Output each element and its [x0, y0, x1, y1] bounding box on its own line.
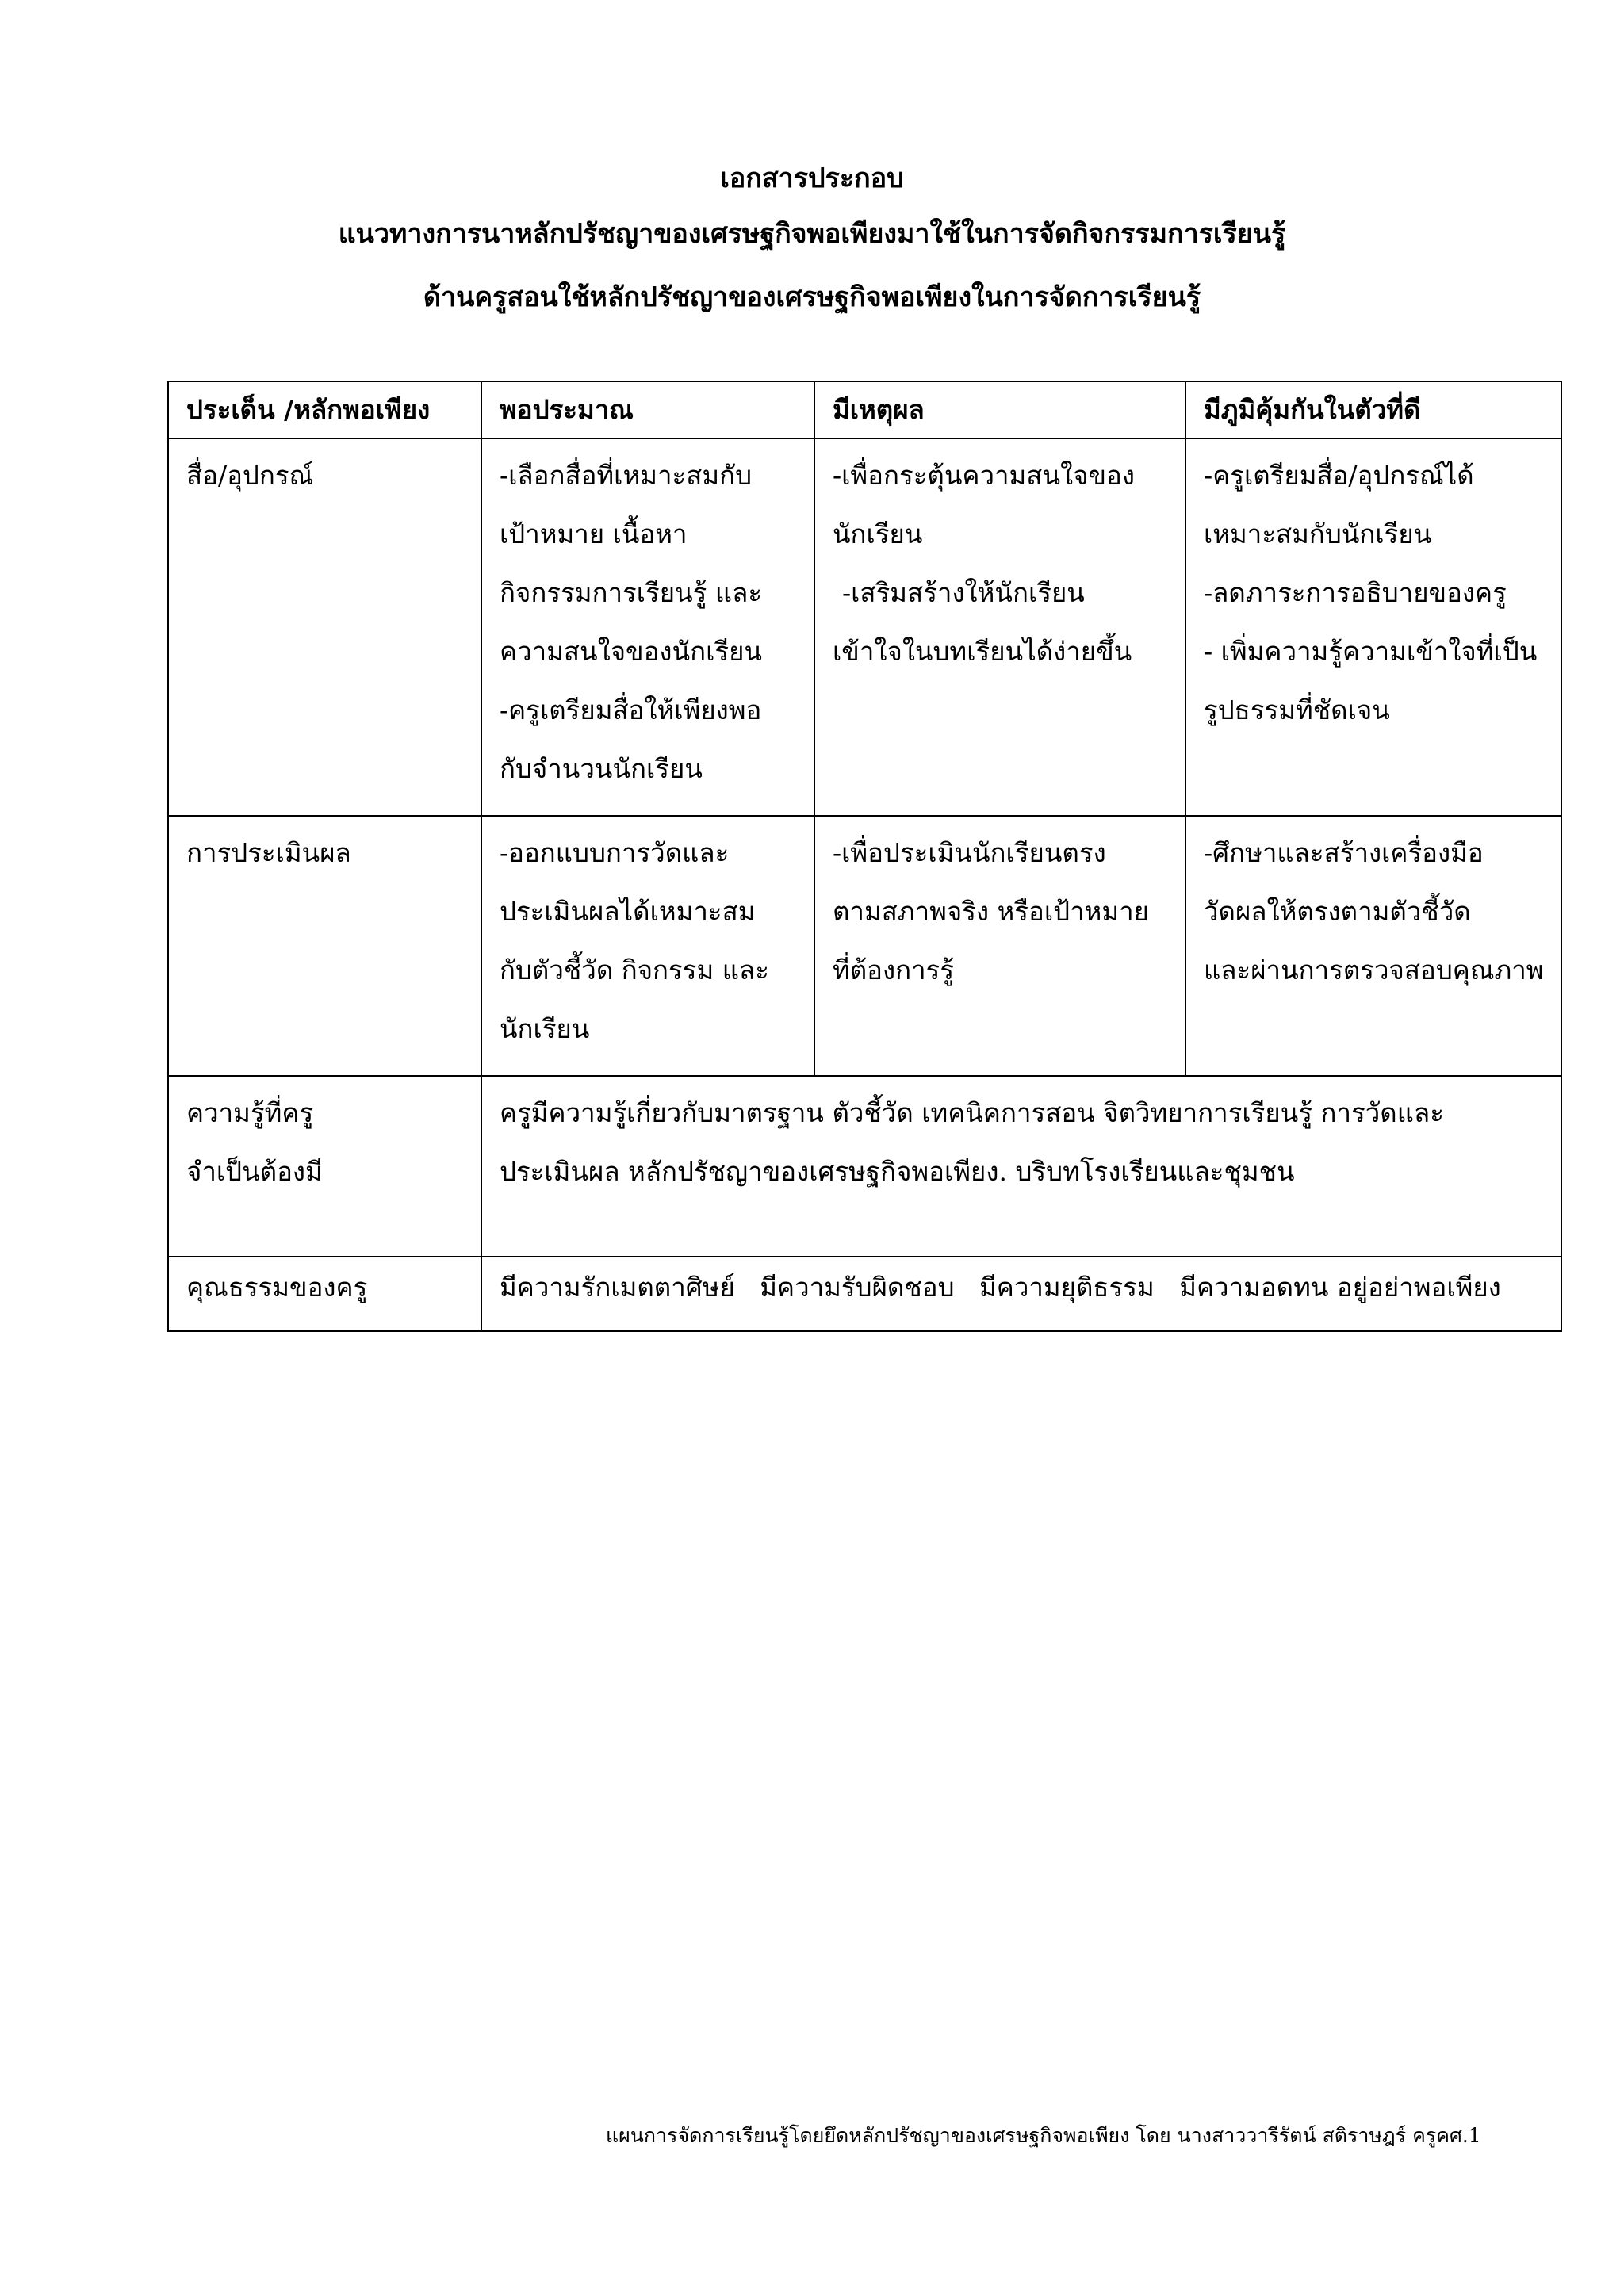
cell-eval-moderation: -ออกแบบการวัดและ ประเมินผลได้เหมาะสม กับตัวชี้วัด กิจกรรม และ นักเรียน: [481, 816, 814, 1076]
cell-morality-label: คุณธรรมของครู: [168, 1257, 481, 1331]
cell-media-reason: -เพื่อกระตุ้นความสนใจของ นักเรียน -เสริมสร้างให้นักเรียน เข้าใจในบทเรียนได้ง่ายขึ้น: [814, 438, 1185, 816]
cell-media-label: สื่อ/อุปกรณ์: [168, 438, 481, 816]
header-cell-issue: ประเด็น /หลักพอเพียง: [168, 381, 481, 438]
table-row-media: [168, 438, 1561, 816]
header-cell-immunity: มีภูมิคุ้มกันในตัวที่ดี: [1185, 381, 1561, 438]
doc-subtitle: แนวทางการนาหลักปรัชญาของเศรษฐกิจพอเพียงมาใช้ในการจัดกิจกรรมการเรียนรู้: [338, 218, 1286, 250]
doc-subtitle-2: ด้านครูสอนใช้หลักปรัชญาของเศรษฐกิจพอเพียงในการจัดการเรียนรู้: [423, 281, 1201, 313]
page-footer: แผนการจัดการเรียนรู้โดยยึดหลักปรัชญาของเศรษฐกิจพอเพียง โดย นางสาววารีรัตน์ สติราษฎร์ ครูคศ.1: [606, 2124, 1481, 2147]
cell-knowledge-label: ความรู้ที่ครู จำเป็นต้องมี: [168, 1076, 481, 1257]
cell-media-moderation: -เลือกสื่อที่เหมาะสมกับ เป้าหมาย เนื้อหา กิจกรรมการเรียนรู้ และ ความสนใจของนักเรียน -ครูเตรียมสื่อให้เพียงพอ กับจำนวนนักเรียน: [481, 438, 814, 816]
cell-knowledge-content: ครูมีความรู้เกี่ยวกับมาตรฐาน ตัวชี้วัด เทคนิคการสอน จิตวิทยาการเรียนรู้ การวัดและ ประเมินผล หลักปรัชญาของเศรษฐกิจพอเพียง. บริบทโรงเรียนและชุมชน: [481, 1076, 1561, 1257]
table-row-morality: [168, 1257, 1561, 1331]
cell-eval-reason: -เพื่อประเมินนักเรียนตรง ตามสภาพจริง หรือเป้าหมาย ที่ต้องการรู้: [814, 816, 1185, 1076]
cell-media-immunity: -ครูเตรียมสื่อ/อุปกรณ์ได้ เหมาะสมกับนักเรียน -ลดภาระการอธิบายของครู - เพิ่มความรู้ความเข้าใจที่เป็น รูปธรรมที่ชัดเจน: [1185, 438, 1561, 816]
cell-eval-immunity: -ศึกษาและสร้างเครื่องมือ วัดผลให้ตรงตามตัวชี้วัด และผ่านการตรวจสอบคุณภาพ: [1185, 816, 1561, 1076]
table-header-row: [168, 381, 1561, 438]
sufficiency-table: [167, 381, 1562, 1332]
doc-title: เอกสารประกอบ: [720, 163, 904, 194]
cell-eval-label: การประเมินผล: [168, 816, 481, 1076]
table-row-knowledge: [168, 1076, 1561, 1257]
cell-morality-content: มีความรักเมตตาศิษย์ มีความรับผิดชอบ มีความยุติธรรม มีความอดทน อยู่อย่าพอเพียง: [481, 1257, 1561, 1331]
table-row-evaluation: [168, 816, 1561, 1076]
header-cell-reason: มีเหตุผล: [814, 381, 1185, 438]
header-cell-moderation: พอประมาณ: [481, 381, 814, 438]
